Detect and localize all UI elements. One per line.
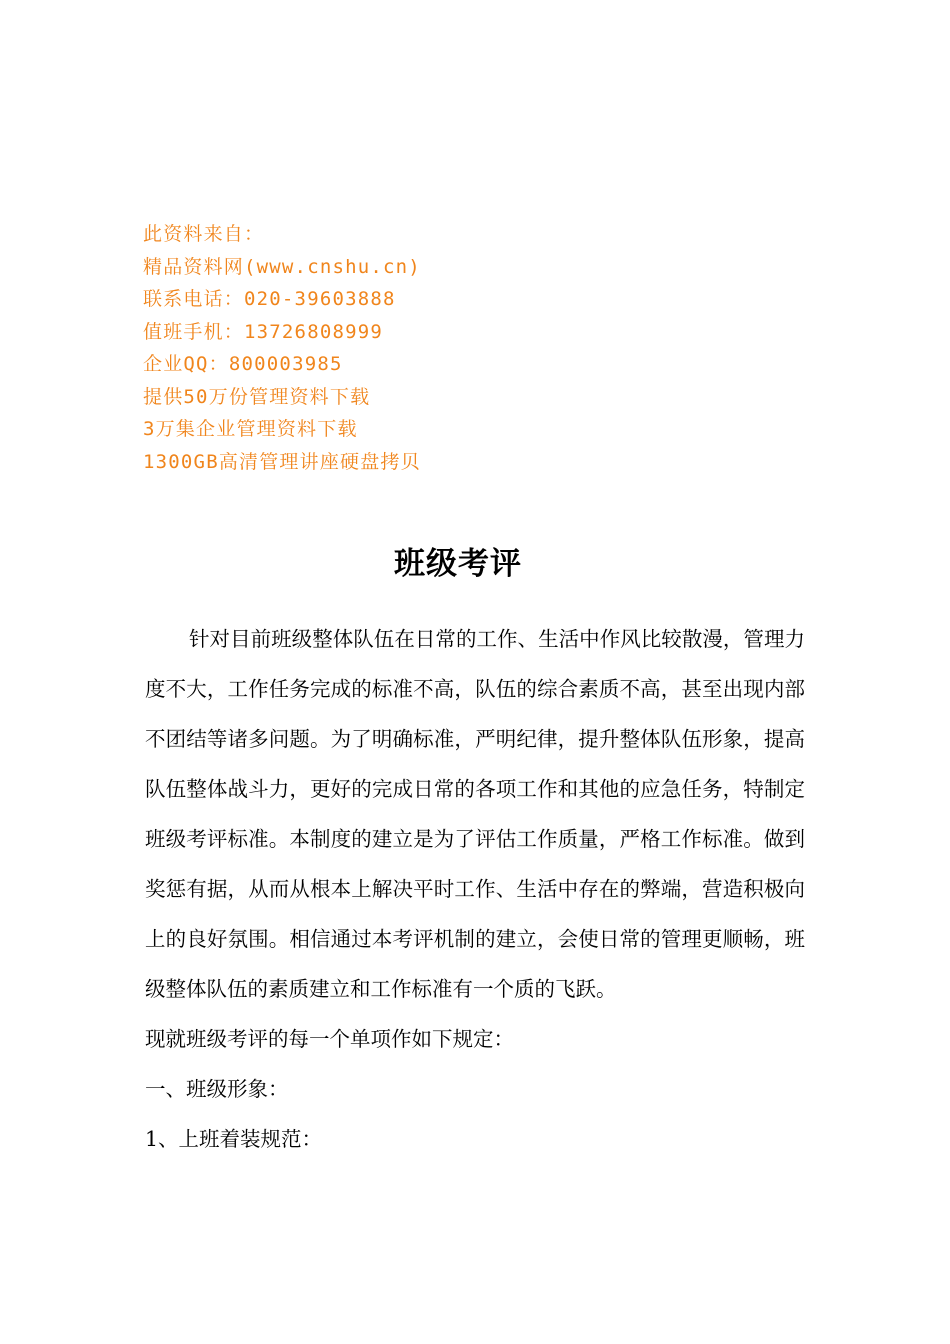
source-line-mobile: 值班手机：13726808999 [143, 320, 384, 343]
item-heading: 1、上班着装规范： [145, 1127, 323, 1151]
source-line-from: 此资料来自： [143, 223, 265, 245]
document-body [145, 614, 805, 1164]
source-line-qq: 企业QQ：800003985 [143, 353, 343, 375]
section-heading: 一、班级形象： [145, 1077, 289, 1101]
source-line-phone: 联系电话：020-39603888 [143, 288, 396, 310]
source-line-website: 精品资料网(www.cnshu.cn) [143, 255, 421, 278]
source-info-block [143, 218, 703, 478]
intro-paragraph: 针对目前班级整体队伍在日常的工作、生活中作风比较散漫，管理力度不大，工作任务完成的标准不高，队伍的综合素质不高，甚至出现内部不团结等诸多问题。为了明确标准，严明纪律，提升整体队伍形象，提高队伍整体战斗力，更好的完成日常的各项工作和其他的应急任务，特制定班级考评标准。本制度的建立是为了评估工作质量，严格工作标准。做到奖惩有据，从而从根本上解决平时工作、生活中存在的弊端，营造积极向上的良好氛围。相信通过本考评机制的建立，会使日常的管理更顺畅，班级整体队伍的素质建立和工作标准有一个质的飞跃。 [145, 627, 805, 1001]
source-line-offer-3: 1300GB高清管理讲座硬盘拷贝 [143, 450, 421, 473]
source-line-offer-2: 3万集企业管理资料下载 [143, 418, 358, 440]
rule-intro-line: 现就班级考评的每一个单项作如下规定： [145, 1027, 514, 1051]
document-title: 班级考评 [394, 546, 522, 582]
source-line-offer-1: 提供50万份管理资料下载 [143, 385, 371, 408]
